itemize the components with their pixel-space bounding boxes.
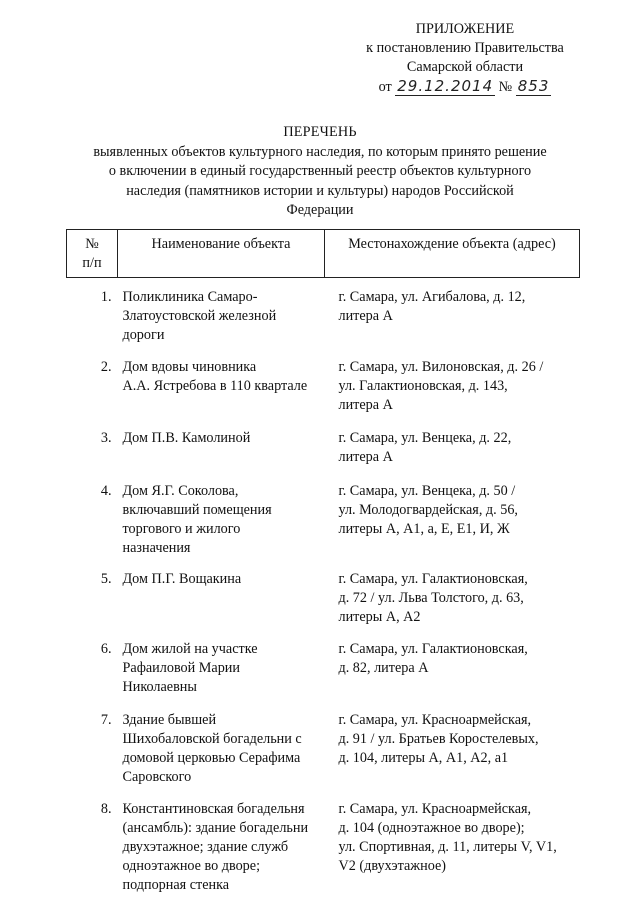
row-number: 2. bbox=[100, 359, 112, 375]
object-address-line: д. 91 / ул. Братьев Коростелевых, bbox=[338, 731, 539, 747]
object-name bbox=[118, 800, 325, 895]
object-name bbox=[118, 429, 325, 482]
object-address-line: литеры А, А1, а, Е, Е1, И, Ж bbox=[338, 521, 510, 537]
object-name-line: одноэтажное во дворе; bbox=[122, 858, 261, 874]
object-name bbox=[118, 570, 325, 640]
heading-line-1: выявленных объектов культурного наследия, по которым принято решение bbox=[93, 143, 547, 160]
object-address bbox=[325, 482, 580, 570]
object-address-line: г. Самара, ул. Галактионовская, bbox=[338, 571, 528, 587]
annex-title: ПРИЛОЖЕНИЕ bbox=[415, 21, 515, 37]
object-address-line: ул. Молодогвардейская, д. 56, bbox=[338, 502, 518, 518]
object-name-line: Дом П.Г. Вощакина bbox=[122, 571, 242, 587]
object-name bbox=[118, 711, 325, 800]
heading-line-4: Федерации bbox=[286, 202, 354, 218]
object-name-line: Дом П.В. Камолиной bbox=[122, 430, 251, 446]
object-address-line: г. Самара, ул. Венцека, д. 50 / bbox=[338, 483, 516, 499]
object-name bbox=[118, 358, 325, 429]
header-address: Местонахождение объекта (адрес) bbox=[325, 230, 580, 278]
header-name: Наименование объекта bbox=[118, 230, 325, 278]
object-address bbox=[325, 429, 580, 482]
object-address-line: д. 82, литера А bbox=[338, 660, 429, 676]
object-address bbox=[325, 570, 580, 640]
heading-title: ПЕРЕЧЕНЬ bbox=[283, 124, 357, 140]
object-name bbox=[118, 482, 325, 570]
object-name-line: дороги bbox=[122, 327, 165, 343]
annex-line-2: Самарской области bbox=[406, 59, 524, 75]
row-number: 3. bbox=[100, 430, 112, 446]
object-name-line: Поликлиника Самаро- bbox=[122, 289, 258, 305]
row-number: 6. bbox=[100, 641, 112, 657]
object-address-line: литера А bbox=[338, 449, 393, 465]
row-number: 7. bbox=[100, 712, 112, 728]
object-address-line: д. 72 / ул. Льва Толстого, д. 63, bbox=[338, 590, 524, 606]
object-address-line: д. 104, литеры А, А1, А2, а1 bbox=[338, 750, 509, 766]
object-name-line: включавший помещения bbox=[122, 502, 272, 518]
object-address-line: литера А bbox=[338, 308, 393, 324]
object-name-line: Здание бывшей bbox=[122, 712, 217, 728]
annex-from-label: от bbox=[378, 79, 392, 95]
object-address-line: г. Самара, ул. Вилоновская, д. 26 / bbox=[338, 359, 544, 375]
object-address-line: г. Самара, ул. Красноармейская, bbox=[338, 801, 532, 817]
object-name-line: назначения bbox=[122, 540, 191, 556]
object-name-line: Саровского bbox=[122, 769, 192, 785]
object-address-line: V2 (двухэтажное) bbox=[338, 858, 446, 874]
object-name bbox=[118, 278, 325, 359]
row-number: 4. bbox=[100, 483, 112, 499]
object-name-line: (ансамбль): здание богадельни bbox=[122, 820, 309, 836]
table-row bbox=[67, 640, 580, 711]
object-address-line: литеры А, А2 bbox=[338, 609, 421, 625]
object-name-line: Николаевны bbox=[122, 679, 197, 695]
object-name-line: Дом Я.Г. Соколова, bbox=[122, 483, 239, 499]
object-name-line: Шихобаловской богадельни с bbox=[122, 731, 302, 747]
object-name-line: домовой церковью Серафима bbox=[122, 750, 301, 766]
annex-date: 29.12.2014 bbox=[397, 77, 494, 95]
heading-line-3: наследия (памятников истории и культуры) народов Российской bbox=[126, 182, 514, 199]
object-address bbox=[325, 278, 580, 359]
object-name-line: торгового и жилого bbox=[122, 521, 241, 537]
object-name-line: А.А. Ястребова в 110 квартале bbox=[122, 378, 308, 394]
object-address-line: г. Самара, ул. Венцека, д. 22, bbox=[338, 430, 512, 446]
table-row bbox=[67, 429, 580, 482]
annex-block bbox=[340, 20, 590, 99]
object-name-line: подпорная стенка bbox=[122, 877, 230, 893]
object-name-line: двухэтажное; здание служб bbox=[122, 839, 289, 855]
table-row bbox=[67, 570, 580, 640]
object-address-line: г. Самара, ул. Галактионовская, bbox=[338, 641, 528, 657]
header-number: № п/п bbox=[67, 230, 118, 278]
object-address bbox=[325, 358, 580, 429]
object-address-line: ул. Спортивная, д. 11, литеры V, V1, bbox=[338, 839, 557, 855]
object-address bbox=[325, 800, 580, 895]
object-address bbox=[325, 640, 580, 711]
object-name-line: Рафаиловой Марии bbox=[122, 660, 240, 676]
table-header-row bbox=[67, 230, 580, 278]
object-name bbox=[118, 640, 325, 711]
row-number: 1. bbox=[100, 289, 112, 305]
object-address-line: литера А bbox=[338, 397, 393, 413]
table-row bbox=[67, 278, 580, 359]
annex-line-1: к постановлению Правительства bbox=[366, 40, 564, 56]
object-name-line: Дом вдовы чиновника bbox=[122, 359, 257, 375]
document-heading bbox=[60, 123, 580, 221]
annex-number: 853 bbox=[517, 77, 550, 95]
row-number: 8. bbox=[100, 801, 112, 817]
object-address-line: д. 104 (одноэтажное во дворе); bbox=[338, 820, 525, 836]
table-row bbox=[67, 711, 580, 800]
table-row bbox=[67, 800, 580, 895]
heading-line-2: о включении в единый государственный реестр объектов культурного bbox=[108, 163, 532, 179]
row-number: 5. bbox=[100, 571, 112, 587]
object-address-line: г. Самара, ул. Красноармейская, bbox=[338, 712, 532, 728]
object-name-line: Константиновская богадельня bbox=[122, 801, 305, 817]
annex-number-sign: № bbox=[498, 79, 513, 95]
table-body bbox=[67, 278, 580, 896]
object-address-line: г. Самара, ул. Агибалова, д. 12, bbox=[338, 289, 526, 305]
object-address-line: ул. Галактионовская, д. 143, bbox=[338, 378, 508, 394]
annex-date-number-line bbox=[340, 77, 590, 99]
objects-table bbox=[66, 229, 580, 895]
object-address bbox=[325, 711, 580, 800]
table-row bbox=[67, 358, 580, 429]
object-name-line: Дом жилой на участке bbox=[122, 641, 258, 657]
object-name-line: Златоустовской железной bbox=[122, 308, 277, 324]
table-row bbox=[67, 482, 580, 570]
